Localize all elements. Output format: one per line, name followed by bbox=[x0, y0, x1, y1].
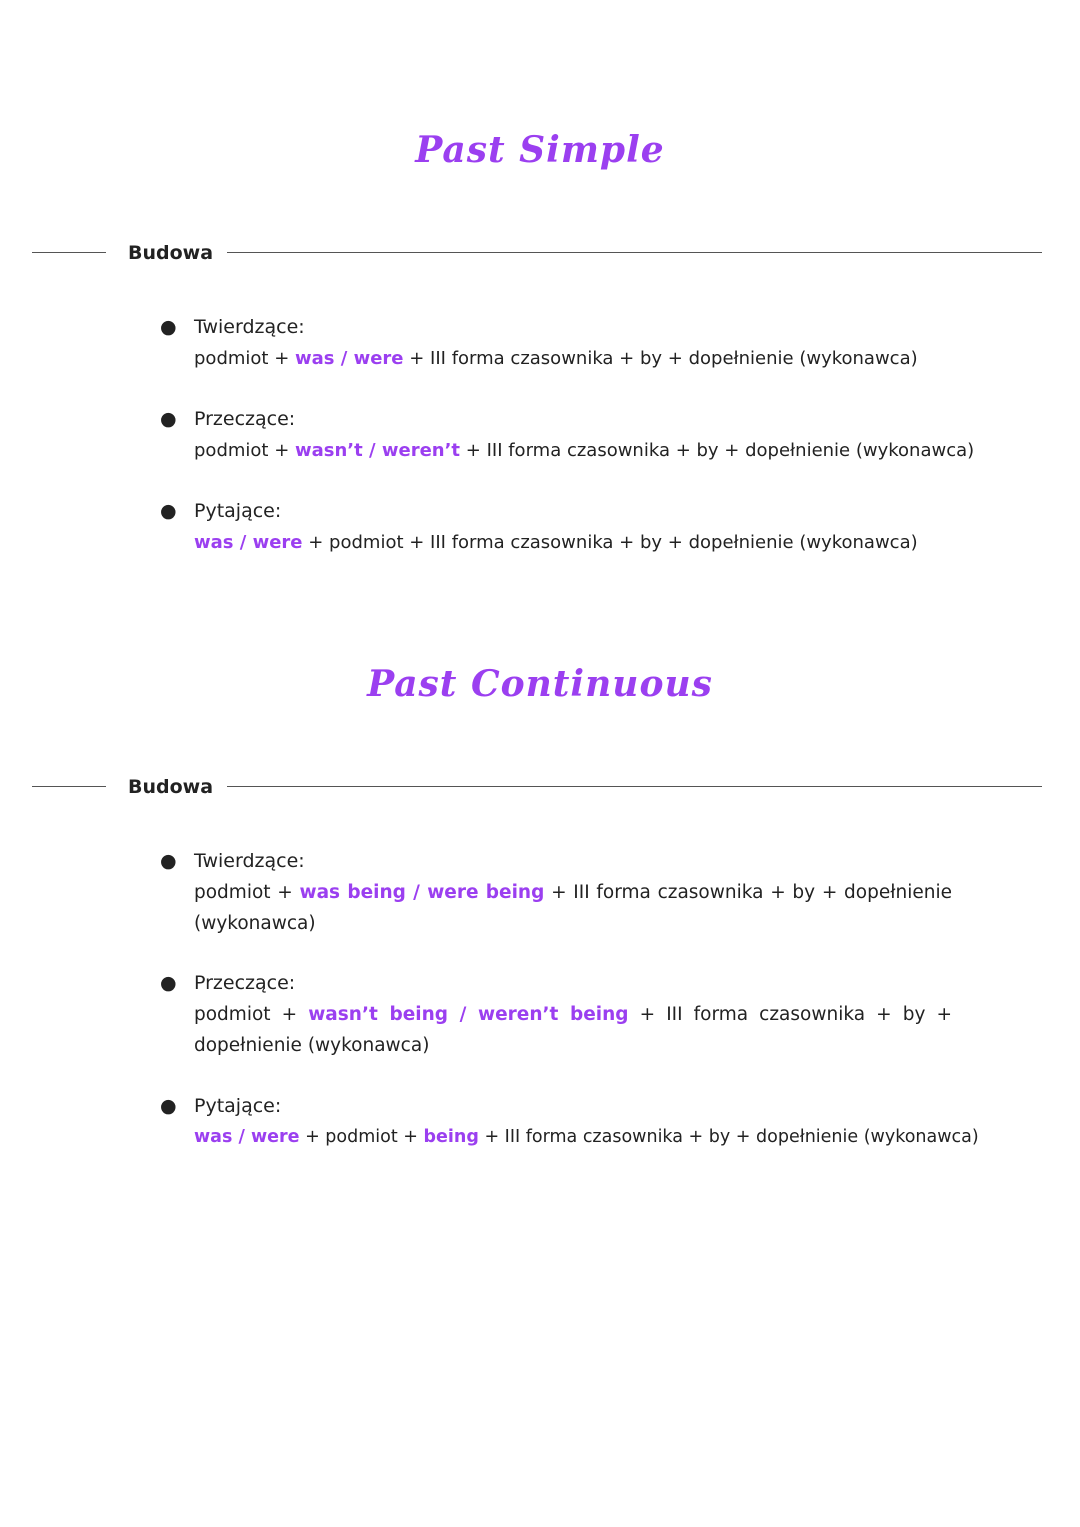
item-formula bbox=[194, 999, 952, 1061]
divider-left bbox=[32, 786, 106, 787]
item-label: Pytające: bbox=[194, 500, 282, 522]
item-formula bbox=[194, 527, 952, 558]
formula-part: + III forma czasownika + by + dopełnienie (wykonawca) bbox=[403, 348, 918, 369]
formula-part: + III forma czasownika + by + dopełnienie (wykonawca) bbox=[194, 1004, 952, 1056]
item-formula bbox=[194, 877, 952, 939]
formula-part: + podmiot + bbox=[299, 1127, 424, 1147]
item-label: Twierdzące: bbox=[194, 850, 305, 872]
formula-keyword: wasn’t being / weren’t being bbox=[308, 1004, 629, 1025]
section-title-past-continuous: Past Continuous bbox=[367, 663, 713, 705]
formula-part: podmiot + bbox=[194, 440, 295, 461]
bullet-icon: ● bbox=[160, 408, 177, 430]
bullet-icon: ● bbox=[160, 972, 177, 994]
item-formula bbox=[194, 343, 952, 374]
item-label: Przeczące: bbox=[194, 972, 296, 994]
formula-keyword: was being / were being bbox=[299, 882, 545, 903]
formula-keyword: being bbox=[423, 1127, 479, 1147]
section-title-past-simple: Past Simple bbox=[415, 129, 665, 171]
formula-keyword: wasn’t / weren’t bbox=[295, 440, 461, 461]
heading-row-budowa bbox=[0, 241, 1080, 265]
formula-keyword: was / were bbox=[295, 348, 404, 369]
formula-part: podmiot + bbox=[194, 348, 295, 369]
item-label: Pytające: bbox=[194, 1095, 282, 1117]
formula-part: + III forma czasownika + by + dopełnienie (wykonawca) bbox=[460, 440, 975, 461]
bullet-icon: ● bbox=[160, 500, 177, 522]
heading-row-budowa bbox=[0, 775, 1080, 799]
heading-label-budowa: Budowa bbox=[128, 242, 214, 264]
item-formula bbox=[194, 1122, 979, 1153]
bullet-icon: ● bbox=[160, 316, 177, 338]
formula-part: podmiot + bbox=[194, 1004, 309, 1025]
formula-keyword: was / were bbox=[194, 1127, 300, 1147]
formula-part: + III forma czasownika + by + dopełnienie (wykonawca) bbox=[194, 882, 952, 934]
formula-part: podmiot + bbox=[194, 882, 300, 903]
divider-right bbox=[227, 252, 1042, 253]
item-label: Przeczące: bbox=[194, 408, 296, 430]
item-formula bbox=[194, 435, 975, 466]
formula-part: + III forma czasownika + by + dopełnienie (wykonawca) bbox=[478, 1127, 979, 1147]
bullet-icon: ● bbox=[160, 1095, 177, 1117]
bullet-icon: ● bbox=[160, 850, 177, 872]
item-label: Twierdzące: bbox=[194, 316, 305, 338]
formula-part: + podmiot + III forma czasownika + by + dopełnienie (wykonawca) bbox=[302, 532, 918, 553]
heading-label-budowa: Budowa bbox=[128, 776, 214, 798]
divider-right bbox=[227, 786, 1042, 787]
divider-left bbox=[32, 252, 106, 253]
formula-keyword: was / were bbox=[194, 532, 303, 553]
